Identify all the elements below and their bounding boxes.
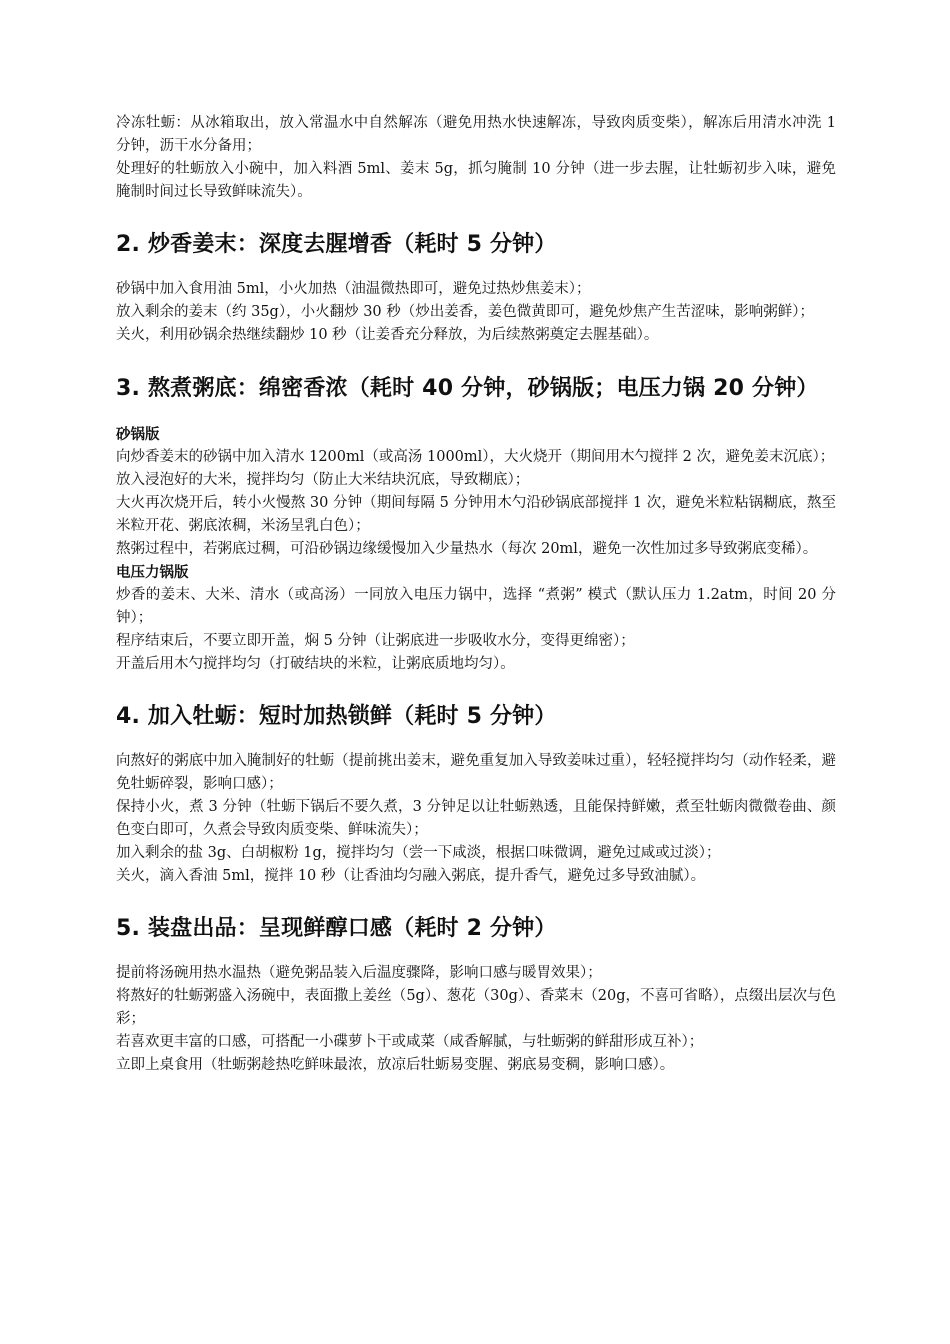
document-page [116, 112, 836, 1077]
section-heading: 5. 装盘出品：呈现鲜醇口感（耗时 2 分钟） [116, 916, 557, 941]
paragraph: 炒香的姜末、大米、清水（或高汤）一同放入电压力锅中，选择 “煮粥” 模式（默认压力 1.2atm，时间 20 分钟）； [116, 587, 836, 626]
paragraph: 将熬好的牡蛎粥盛入汤碗中，表面撒上姜丝（5g）、葱花（30g）、香菜末（20g，不喜可省略），点缀出层次与色彩； [116, 988, 836, 1027]
paragraph: 关火，滴入香油 5ml，搅拌 10 秒（让香油均匀融入粥底，提升香气，避免过多导致油腻）。 [116, 868, 706, 884]
section-heading: 2. 炒香姜末：深度去腥增香（耗时 5 分钟） [116, 232, 557, 257]
paragraph: 程序结束后，不要立即开盖，焖 5 分钟（让粥底进一步吸收水分，变得更绵密）； [116, 633, 635, 649]
section-heading: 4. 加入牡蛎：短时加热锁鲜（耗时 5 分钟） [116, 704, 557, 729]
intro-block [116, 112, 836, 204]
section-plating [116, 910, 836, 1077]
paragraph: 提前将汤碗用热水温热（避免粥品装入后温度骤降，影响口感与暖胃效果）； [116, 965, 602, 981]
paragraph: 砂锅中加入食用油 5ml，小火加热（油温微热即可，避免过热炒焦姜末）； [116, 281, 591, 297]
paragraph: 向炒香姜末的砂锅中加入清水 1200ml（或高汤 1000ml），大火烧开（期间用木勺搅拌 2 次，避免姜末沉底）； [116, 449, 835, 465]
paragraph: 大火再次烧开后，转小火慢熬 30 分钟（期间每隔 5 分钟用木勺沿砂锅底部搅拌 1 次，避免米粒粘锅糊底，熬至米粒开花、粥底浓稠，米汤呈乳白色）； [116, 495, 836, 534]
paragraph: 开盖后用木勺搅拌均匀（打破结块的米粒，让粥底质地均匀）。 [116, 656, 515, 672]
paragraph: 若喜欢更丰富的口感，可搭配一小碟萝卜干或咸菜（咸香解腻，与牡蛎粥的鲜甜形成互补）； [116, 1034, 704, 1050]
paragraph: 加入剩余的盐 3g、白胡椒粉 1g，搅拌均匀（尝一下咸淡，根据口味微调，避免过咸或过淡）； [116, 845, 721, 861]
paragraph: 处理好的牡蛎放入小碗中，加入料酒 5ml、姜末 5g，抓匀腌制 10 分钟（进一步去腥，让牡蛎初步入味，避免腌制时间过长导致鲜味流失）。 [116, 161, 836, 200]
paragraph: 关火，利用砂锅余热继续翻炒 10 秒（让姜香充分释放，为后续熬粥奠定去腥基础）。 [116, 327, 659, 343]
paragraph: 熬粥过程中，若粥底过稠，可沿砂锅边缘缓慢加入少量热水（每次 20ml，避免一次性加过多导致粥底变稀）。 [116, 541, 818, 557]
subheading-clay-pot: 砂锅版 [116, 426, 160, 443]
section-cook-congee [116, 369, 836, 676]
paragraph: 放入剩余的姜末（约 35g），小火翻炒 30 秒（炒出姜香，姜色微黄即可，避免炒焦产生苦涩味，影响粥鲜）； [116, 304, 815, 320]
paragraph: 放入浸泡好的大米，搅拌均匀（防止大米结块沉底，导致糊底）； [116, 472, 530, 488]
paragraph: 向熬好的粥底中加入腌制好的牡蛎（提前挑出姜末，避免重复加入导致姜味过重），轻轻搅拌均匀（动作轻柔，避免牡蛎碎裂，影响口感）； [116, 753, 836, 792]
paragraph: 冷冻牡蛎：从冰箱取出，放入常温水中自然解冻（避免用热水快速解冻，导致肉质变柴），解冻后用清水冲洗 1 分钟，沥干水分备用； [116, 115, 836, 154]
section-heading: 3. 熬煮粥底：绵密香浓（耗时 40 分钟，砂锅版；电压力锅 20 分钟） [116, 376, 819, 401]
subheading-pressure-cooker: 电压力锅版 [116, 564, 189, 581]
paragraph: 保持小火，煮 3 分钟（牡蛎下锅后不要久煮，3 分钟足以让牡蛎熟透，且能保持鲜嫩，煮至牡蛎肉微微卷曲、颜色变白即可，久煮会导致肉质变柴、鲜味流失）； [116, 799, 836, 838]
section-stir-fry-ginger [116, 226, 836, 347]
paragraph: 立即上桌食用（牡蛎粥趁热吃鲜味最浓，放凉后牡蛎易变腥、粥底易变稠，影响口感）。 [116, 1057, 675, 1073]
section-add-oysters [116, 698, 836, 888]
